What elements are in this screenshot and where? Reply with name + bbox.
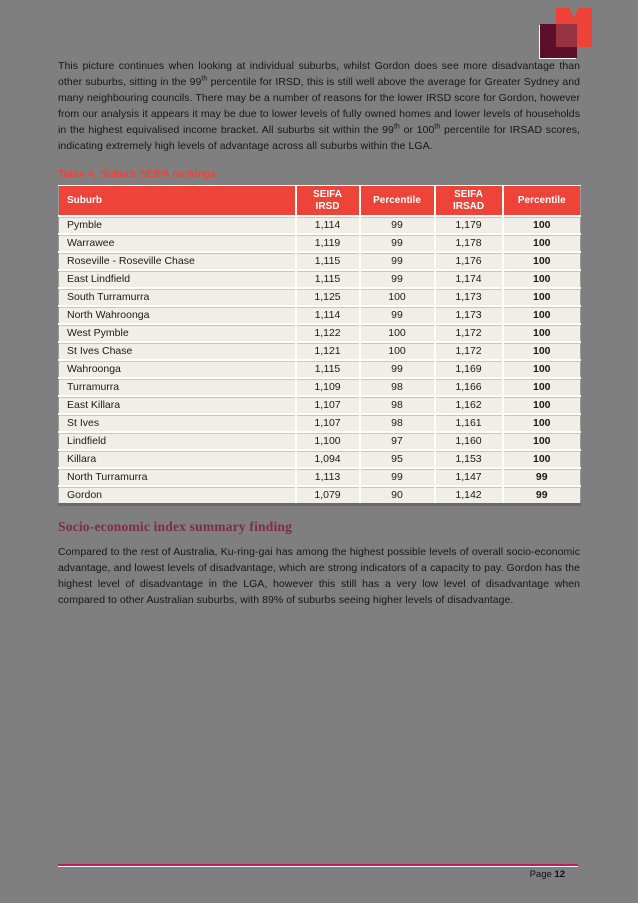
value-cell: 1,178 [435, 234, 503, 252]
value-cell: 1,142 [435, 486, 503, 505]
value-cell: 1,160 [435, 432, 503, 450]
table-row [59, 432, 581, 450]
value-cell: 100 [503, 216, 581, 234]
value-cell: 100 [503, 432, 581, 450]
value-cell: 99 [360, 360, 435, 378]
value-cell: 100 [503, 396, 581, 414]
value-cell: 98 [360, 378, 435, 396]
superscript-text: th [201, 75, 208, 83]
table-row [59, 342, 581, 360]
logo-overlap-square-icon [556, 24, 577, 47]
suburb-cell: Pymble [59, 216, 296, 234]
value-cell: 100 [503, 252, 581, 270]
value-cell: 1,113 [296, 468, 360, 486]
section-heading: Socio-economic index summary finding [58, 519, 293, 534]
seifa-rankings-table [58, 185, 581, 506]
value-cell: 1,109 [296, 378, 360, 396]
value-cell: 1,121 [296, 342, 360, 360]
value-cell: 100 [503, 270, 581, 288]
table-row [59, 414, 581, 432]
value-cell: 100 [503, 360, 581, 378]
value-cell: 99 [503, 468, 581, 486]
suburb-cell: South Turramurra [59, 288, 296, 306]
value-cell: 100 [503, 414, 581, 432]
value-cell: 100 [503, 324, 581, 342]
value-cell: 1,153 [435, 450, 503, 468]
column-header-suburb: Suburb [59, 186, 296, 217]
value-cell: 1,115 [296, 252, 360, 270]
value-cell: 1,122 [296, 324, 360, 342]
suburb-cell: Lindfield [59, 432, 296, 450]
value-cell: 1,172 [435, 324, 503, 342]
suburb-cell: Roseville - Roseville Chase [59, 252, 296, 270]
column-header-seifa-irsd: SEIFA IRSD [296, 186, 360, 217]
value-cell: 98 [360, 396, 435, 414]
value-cell: 99 [360, 306, 435, 324]
table-row [59, 234, 581, 252]
value-cell: 1,115 [296, 270, 360, 288]
value-cell: 1,166 [435, 378, 503, 396]
value-cell: 1,172 [435, 342, 503, 360]
column-header-seifa-irsad: SEIFA IRSAD [435, 186, 503, 217]
intro-paragraph [58, 58, 580, 154]
value-cell: 1,114 [296, 216, 360, 234]
value-cell: 100 [360, 342, 435, 360]
page-label: Page [529, 869, 552, 880]
suburb-cell: Gordon [59, 486, 296, 505]
suburb-cell: Warrawee [59, 234, 296, 252]
value-cell: 1,161 [435, 414, 503, 432]
value-cell: 1,179 [435, 216, 503, 234]
value-cell: 98 [360, 414, 435, 432]
value-cell: 100 [503, 234, 581, 252]
table-row [59, 378, 581, 396]
value-cell: 100 [503, 342, 581, 360]
suburb-cell: East Lindfield [59, 270, 296, 288]
table-row [59, 396, 581, 414]
value-cell: 1,176 [435, 252, 503, 270]
value-cell: 1,169 [435, 360, 503, 378]
page-number [58, 869, 578, 880]
value-cell: 1,174 [435, 270, 503, 288]
value-cell: 100 [503, 378, 581, 396]
value-cell: 1,114 [296, 306, 360, 324]
suburb-cell: Wahroonga [59, 360, 296, 378]
superscript-text: th [393, 123, 400, 131]
table-row [59, 360, 581, 378]
suburb-cell: East Killara [59, 396, 296, 414]
table-row [59, 324, 581, 342]
value-cell: 99 [360, 252, 435, 270]
value-cell: 100 [503, 288, 581, 306]
page-content [58, 58, 580, 608]
value-cell: 99 [360, 216, 435, 234]
table-row [59, 468, 581, 486]
paragraph-text: This picture continues when looking at individual suburbs, whilst Gordon does see more disadvantage than other suburbs, sitting in the 99 [58, 60, 580, 88]
table-caption: Table 4: Suburb SEIFA rankings [58, 168, 217, 180]
brand-logo-icon [540, 8, 593, 59]
footer-divider [58, 864, 578, 867]
summary-paragraph: Compared to the rest of Australia, Ku-ring-gai has among the highest possible levels of overall socio-economic advantage, and lowest levels of disadvantage, which are strong indicators of a capacity to pay. Gordon has the highest level of disadvantage in the LGA, however this still has a very low level of disadvantage when compared to other Australian suburbs, with 89% of suburbs seeing higher levels of disadvantage. [58, 546, 580, 606]
suburb-cell: North Wahroonga [59, 306, 296, 324]
table-row [59, 270, 581, 288]
suburb-cell: Killara [59, 450, 296, 468]
suburb-cell: West Pymble [59, 324, 296, 342]
value-cell: 95 [360, 450, 435, 468]
table-body [59, 216, 581, 505]
paragraph-text: or 100 [399, 124, 435, 136]
value-cell: 1,162 [435, 396, 503, 414]
table-row [59, 450, 581, 468]
table-row [59, 486, 581, 505]
value-cell: 100 [360, 288, 435, 306]
superscript-text: th [434, 123, 441, 131]
suburb-cell: St Ives [59, 414, 296, 432]
value-cell: 1,125 [296, 288, 360, 306]
value-cell: 1,107 [296, 414, 360, 432]
value-cell: 1,115 [296, 360, 360, 378]
value-cell: 100 [503, 306, 581, 324]
value-cell: 1,100 [296, 432, 360, 450]
value-cell: 99 [360, 468, 435, 486]
column-header-percentile-irsd: Percentile [360, 186, 435, 217]
value-cell: 100 [503, 450, 581, 468]
table-row [59, 216, 581, 234]
value-cell: 99 [360, 234, 435, 252]
value-cell: 99 [360, 270, 435, 288]
page-number-value: 12 [554, 869, 565, 880]
table-row [59, 306, 581, 324]
page-footer [58, 864, 578, 880]
table-row [59, 288, 581, 306]
table-row [59, 252, 581, 270]
suburb-cell: Turramurra [59, 378, 296, 396]
value-cell: 90 [360, 486, 435, 505]
value-cell: 1,119 [296, 234, 360, 252]
suburb-cell: North Turramurra [59, 468, 296, 486]
value-cell: 1,147 [435, 468, 503, 486]
paragraph-text: percentile for IRSD, this is still well above the average for Greater Sydney and many neighbouring councils. There may be a number of reasons for the lower IRSD score for Gordon, however from our analysis it appears it may be due to lower levels of fully owned homes and lower levels of households in the highest equivalised income bracket. All suburbs sit within the 99 [58, 76, 580, 136]
suburb-cell: St Ives Chase [59, 342, 296, 360]
table-header-row [59, 186, 581, 217]
column-header-percentile-irsad: Percentile [503, 186, 581, 217]
value-cell: 1,173 [435, 306, 503, 324]
value-cell: 1,079 [296, 486, 360, 505]
paragraph-text: percentile for IRSAD scores, indicating extremely high levels of advantage across all suburbs within the LGA. [58, 124, 580, 152]
value-cell: 1,173 [435, 288, 503, 306]
value-cell: 1,107 [296, 396, 360, 414]
value-cell: 97 [360, 432, 435, 450]
value-cell: 1,094 [296, 450, 360, 468]
value-cell: 100 [360, 324, 435, 342]
value-cell: 99 [503, 486, 581, 505]
